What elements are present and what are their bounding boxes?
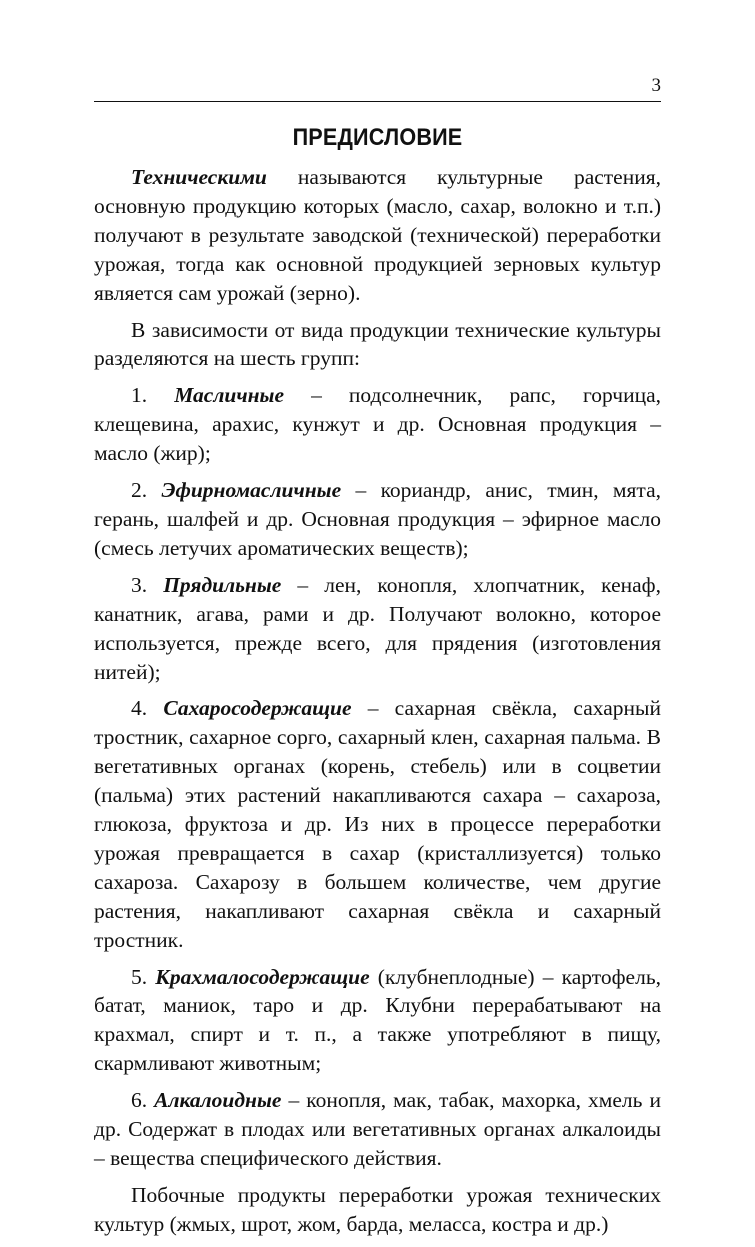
term-sugar: Сахаросодержащие (163, 696, 352, 721)
header-rule (94, 101, 661, 102)
list-item-sugar: 4. Сахаросодержащие – сахарная свёкла, сахарный тростник, сахарное сорго, сахарный клен, сахарная пальма. В вегетативных органах (корень, стебель) или в соцветии (пальма) этих растений накапливаются сахара – сахароза, глюкоза, фруктоза и др. Из них в процессе переработки урожая превращается в сахар (кристаллизуется) только сахароза. Сахарозу в большем количестве, чем другие растения, накапливают сахарная свёкла и сахарный тростник. (94, 696, 661, 952)
list-item-alkaloid: 6. Алкалоидные – конопля, мак, табак, махорка, хмель и др. Содержат в плодах или вегетативных органах алкалоиды – вещества специфического действия. (94, 1088, 662, 1170)
page-number: 3 (651, 75, 661, 96)
list-item-essential-oil: 2. Эфирномасличные – кориандр, анис, тмин, мята, герань, шалфей и др. Основная продукция – эфирное масло (смесь летучих ароматических веществ); (94, 478, 661, 560)
term-starch: Крахмалосодержащие (155, 964, 370, 989)
paragraph-groups-intro: В зависимости от вида продукции технические культуры разделяются на шесть групп: (94, 317, 661, 371)
term-alkaloid: Алкалоидные (154, 1088, 282, 1113)
term-technical: Техническими (131, 165, 267, 189)
term-oilseed: Масличные (174, 383, 284, 408)
paragraph-byproducts: Побочные продукты переработки урожая технических культур (жмых, шрот, жом, барда, меласса, костра и др.) (94, 1182, 661, 1236)
list-item-fiber: 3. Прядильные – лен, конопля, хлопчатник, кенаф, канатник, агава, рами и др. Получают волокно, которое используется, прежде всего, для прядения (изготовления нитей); (94, 572, 661, 684)
body-text (94, 163, 661, 1247)
term-essential-oil: Эфирномасличные (161, 478, 342, 503)
term-fiber: Прядильные (163, 572, 282, 597)
list-item-oilseed: 1. Масличные – подсолнечник, рапс, горчица, клещевина, арахис, кунжут и др. Основная продукция – масло (жир); (94, 383, 661, 466)
page-title: ПРЕДИСЛОВИЕ (292, 124, 463, 151)
paragraph-technical-definition: Техническими называются культурные растения, основную продукцию которых (масло, сахар, волокно и т.п.) получают в результате заводской (технической) переработки урожая, тогда как основной продукцией зерновых культур является сам урожай (зерно). (94, 165, 661, 305)
list-item-starch: 5. Крахмалосодержащие (клубнеплодные) – картофель, батат, маниок, таро и др. Клубни перерабатывают на крахмал, спирт и т. п., а также употребляют в пищу, скармливают животным; (94, 964, 662, 1076)
